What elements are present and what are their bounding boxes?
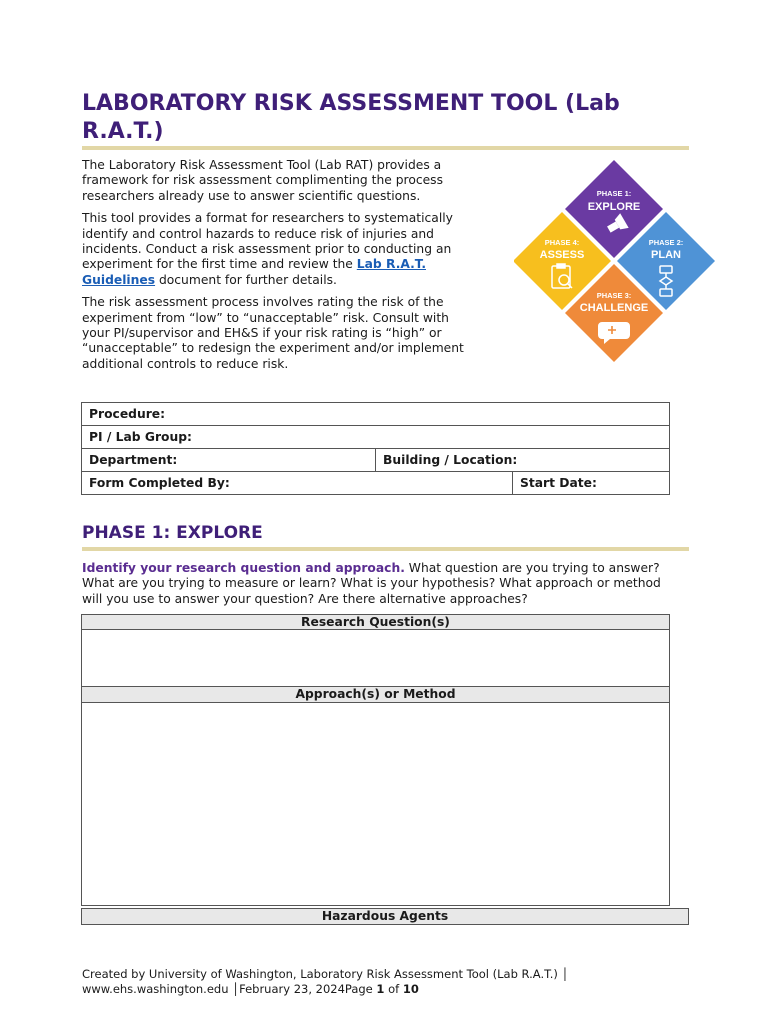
phase-3-label: PHASE 3:	[596, 291, 632, 300]
phase-2-name: PLAN	[651, 249, 681, 261]
intro-paragraph-3: The risk assessment process involves rating the risk of the experiment from “low” to “unacceptable” risk. Consult with your PI/supervisor and EH&S if your risk rating is “high” or “unacceptable” to redesign the experiment and/or implement additional controls to reduce risk.	[82, 295, 464, 371]
procedure-field[interactable]: Procedure:	[82, 403, 670, 426]
pi-lab-group-field[interactable]: PI / Lab Group:	[82, 426, 670, 449]
phase-cycle-diagram	[514, 160, 716, 362]
start-date-field[interactable]: Start Date:	[513, 472, 670, 495]
phase-1-instructions	[82, 561, 682, 607]
footer-of-word: of	[388, 982, 400, 996]
intro-text	[82, 158, 472, 379]
research-question-box[interactable]	[81, 629, 670, 687]
phase-1-rule	[82, 547, 689, 551]
footer-line-1: Created by University of Washington, Laboratory Risk Assessment Tool (Lab R.A.T.) │	[82, 967, 569, 981]
phase-4-label: PHASE 4:	[544, 238, 580, 247]
procedure-info-table	[81, 402, 670, 495]
footer-page-number: 1	[376, 982, 385, 996]
footer-date: February 23, 2024	[239, 982, 345, 996]
guidelines-link[interactable]: Lab R.A.T. Guidelines	[82, 257, 426, 287]
phase-1-label: PHASE 1:	[596, 189, 632, 198]
intro-p2-start: This tool provides a format for researchers to systematically identify and control hazards to reduce risk of injuries and incidents. Conduct a risk assessment prior to conducting an experiment for the first time and review the	[82, 211, 453, 272]
form-completed-by-field[interactable]: Form Completed By:	[82, 472, 513, 495]
page-footer	[82, 967, 569, 997]
footer-page-word: Page	[344, 982, 373, 996]
hazardous-agents-header: Hazardous Agents	[81, 908, 689, 925]
footer-credit: Created by University of Washington, Laboratory Risk Assessment Tool (Lab R.A.T.)	[82, 967, 558, 981]
footer-page-total: 10	[402, 982, 419, 996]
document-title: LABORATORY RISK ASSESSMENT TOOL (Lab R.A.T.)	[82, 91, 620, 144]
footer-website: www.ehs.washington.edu	[82, 982, 229, 996]
intro-paragraph-1: The Laboratory Risk Assessment Tool (Lab RAT) provides a framework for risk assessment complimenting the process researchers already use to answer scientific questions.	[82, 158, 443, 203]
footer-line-2: www.ehs.washington.edu │February 23, 2024Page 1 of 10	[82, 982, 419, 996]
approach-method-header: Approach(s) or Method	[81, 686, 670, 703]
phase-4-name: ASSESS	[539, 249, 585, 261]
intro-p2-end: document for further details.	[155, 272, 337, 287]
intro-paragraph-2	[82, 211, 472, 288]
approach-method-box[interactable]	[81, 702, 670, 906]
phase-1-lead: Identify your research question and approach.	[82, 561, 405, 575]
phase-1-questions: What question are you trying to answer? What are you trying to measure or learn? What is your hypothesis? What approach or method will you use to answer your question? Are there alternative approaches?	[82, 561, 661, 606]
title-rule	[82, 146, 689, 150]
research-question-header: Research Question(s)	[81, 614, 670, 630]
phase-3-name: CHALLENGE	[579, 302, 649, 314]
department-field[interactable]: Department:	[82, 449, 376, 472]
phase-1-heading: PHASE 1: EXPLORE	[82, 523, 263, 543]
building-location-field[interactable]: Building / Location:	[376, 449, 670, 472]
phase-1-name: EXPLORE	[587, 201, 641, 213]
phase-2-label: PHASE 2:	[648, 238, 684, 247]
